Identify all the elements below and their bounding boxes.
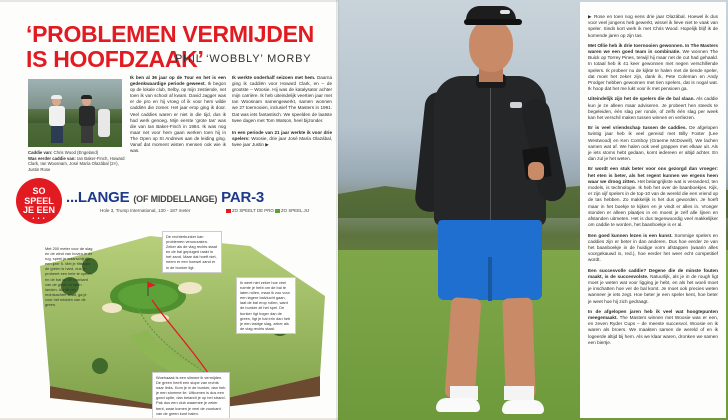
paragraph: Een goed kunnen lezen is een kunst. Sommige spelers en caddies zijn er beter in dan anderen. Dus hoe eerder ze van het baanboekje in de huidige vorm afstappen (waarin alles voorgekauwd is, red.), hoe eerder het weer echt competitief wordt. bbox=[588, 232, 718, 263]
legend-pro: ZO SPEELT DE PRO bbox=[226, 208, 274, 213]
paragraph: Er wordt een stuk beter voor ons gezorgd dan vroeger: het eten is beter, als het regent kunnen we ergens heen waar we droog zitten. Het belangrijkste wat is veranderd, ten models, is technologie. Ik heb het over de baanboekjes. Kijk, er zijn vijf spelers in de top-10 van de wereld die een vriend op de tas hebben. Zo makkelijk is het dus geworden. Je hoeft maar in het boekje te kijken en je vindt er alles in. Vroeger stonden er alleen plaatjes in en moest je zelf alle lijnen en afstanden uitmeten. Het is dus tegenwoordig veel makkelijker om caddie te worden, het baanboekje is er al. bbox=[588, 166, 719, 228]
article-column-2 bbox=[232, 75, 332, 148]
left-bunker bbox=[102, 303, 122, 313]
column-2-lead2: In een periode van 21 jaar werkte ik voor drie spelers: bbox=[232, 129, 332, 141]
spine-shadow bbox=[336, 0, 340, 420]
callout-right-bunker: De rechterbunker kan problemen veroorzaken. Zeker als de vlag rechts staat en de bal gepluged raakt in het zand. Maar dat hoeft niet, neem er een hoewel zand er in de bunker ligt. bbox=[162, 231, 222, 273]
golfer-figure bbox=[48, 97, 66, 143]
left-page bbox=[0, 2, 352, 418]
column-2-lead: Ik werkte onderhalf seizoen met hem. bbox=[232, 75, 316, 80]
legend-jij: ZO SPEEL JIJ bbox=[275, 208, 309, 213]
byline: PHIL ‘WOBBLY’ MORBY bbox=[175, 53, 312, 65]
golf-shoe bbox=[502, 400, 544, 414]
caddie-figure bbox=[78, 97, 96, 143]
paragraph: Een succesvolle caddie? Degene die de minste fouten maakt, is de succesvolste. Natuurlijk, als je in de rough ligt moet je weten wat voor ligging je hebt, en als het woeli moet je inschatten hoe ver de bal komt. Je moet ook precies weten wanneer je iets zegt. Hoe beter je een speler kent, hoe beter je weet hoe hij zich gedraagt. bbox=[588, 267, 718, 304]
paragraph: In de afgelopen jaren heb ik veel wat hoogtepunten meegemaakt. The Masters winnen met Woosie was er een, en zeven Ryder Cups – de meeste succesvol. Woosie en ik waren als broers. We maakten samen de wereld of en ik logeerde altijd bij hem. Als we klaar waren, dronken we samen een biertje. bbox=[588, 308, 718, 345]
cap-logo bbox=[500, 10, 510, 14]
so-speel-je-een-badge: SO SPEEL JE EEN • • • bbox=[16, 178, 62, 224]
section-title: ...LANGE (OF MIDDELLANGE) PAR-3 bbox=[66, 189, 265, 206]
paragraph: ▶ Rose en toen nog eens drie jaar Olazábal. Hoewel ik dus voor veel jongens heb gewerkt, wissel ik lieve niet te vaak van speler. Sinds kort werk ik met Chris Wood. Hopelijk blijf ik de komende jaren op zijn tas. bbox=[588, 14, 718, 38]
paragraph: Met Ollie heb ik drie toernooien gewonnen. In The Masters waren we een goed team in combinatie. We wonnen The Buick op Torrey Pines, terwijl hij maar net de cut had gehaald. In totaal heb ik 41 keer gewonnen met negen verschillende spelers. Ik probeer nu de kijkte te halen met de tiende speler, dat moet het zeker zijn, dank ik, Pete Coleman en Andy Prodger hebben gewonnen met tien spelers, dat is nogal wat. Ik hoop dat het me lukt voor ik met pensioen ga. bbox=[588, 42, 718, 92]
callout-ball-flight: Ik weet niet zeker hoe veel ruimte je hebt om de bal te laten rollen, maar ik zou voor een lagere balvlucht gaan, laat de bal erop rollen, want de bunker zit het spel. De bunker ligt hoger dan de green, ligt je bal erin dan heb je een lastige slag, zeker als de vlag rechts staat. bbox=[236, 277, 296, 334]
right-bunker bbox=[178, 282, 202, 294]
caddie-portrait bbox=[406, 2, 576, 420]
golf-shoe bbox=[436, 398, 480, 412]
right-text-column bbox=[580, 2, 726, 418]
article-column-1 bbox=[130, 75, 226, 154]
column-1-body: Ik begon op de lokale club, Selby, op mijn zestiende, net toen ik van school af kwam. David Jagger was er de pro en hij vroeg of ik voor hem wilde caddiën die zomer. Het jaar erop ging ik door. Veel caddies waren er niet in die tijd, dus ik had werk genoeg. Mijn eerste ‘grote tas’ was die van Ian Baker-Finch in 1984. Ik was nog maar net voor hem gaan werken toen hij in The Open op St Andrews aan de leiding ging. Vanaf dat moment wisten mensen ook wie ik was. bbox=[130, 81, 227, 154]
pro-legend-swatch bbox=[226, 209, 231, 213]
golf-bag bbox=[98, 109, 110, 137]
jacket-logo bbox=[510, 102, 522, 108]
hole-subtitle: Hole 3, Trump International, 130 - 187 meter bbox=[100, 208, 191, 213]
callout-green-slope: Woehaaak is een slimme ik vermijden. De green heeft een slope van rechts naar links. Kom je in de bunker, dan heb je een stomme lie. Uitkomen is dus een goed optie, dan belandt je op het strand. Pak dus een club waarmee je zeker bent, waar komen je veel de voorkant van de green kunt halen. bbox=[152, 372, 230, 418]
paragraph: Uiteindelijk zijn het de spelers die de bal slaan. Als caddie kun je ze alleen maar adviseren. Je probeert hen steeds te begeleiden, één slag per ronde, of zelfs één slag per week kan het verschil maken tussen winnen en verliezen. bbox=[588, 96, 718, 121]
column-1-lead: Ik ben al 36 jaar op de Tour en het is een gedenkwaardige periode geweest. bbox=[130, 75, 226, 87]
column-2-body2: Woosie, drie jaar José María Olazábal, twee jaar Justin ▶ bbox=[232, 135, 332, 148]
callout-tee-shot: Met 200 meter voor de slag en de wind van boven in de rug, speel je waarschijnlijk een ijzer 5. Met je flitsaqfit, de green is hard, dus je probeert een hele te spelen en de bal op de voorkant van de green te laten landen. Als de pin rechtsachter staat, ga je voor het midden van de green. bbox=[45, 246, 93, 308]
photo-caption: Caddie van: Chris Wood (Engeland) Was eerder caddie van: Ian Baker-Finch, Howard Clark, Ian Woosnam, José María Olazábal (2×), Justin Rose bbox=[28, 150, 125, 172]
jij-legend-swatch bbox=[275, 209, 280, 213]
face bbox=[469, 20, 513, 72]
front-bunker bbox=[151, 314, 169, 322]
headline: ‘PROBLEMEN VERMIJDEN IS HOOFDZAAK’ bbox=[26, 21, 314, 72]
paragraph: Er is veel vriendschap tussen de caddies. De afgelopen twintig jaar heb ik veel gereisd met Billy Foster (Lee Westwood) en Ken Comboy (Graeme McDowell). We lachen samen wat af. We halen ook veel grappen met elkaar uit. Als je iets stoms hebt gedaan, komt iedereen er altijd achter. En dan zul je het weten. bbox=[588, 125, 718, 162]
caddie-photo bbox=[28, 79, 122, 147]
column-2-body: Daarna ging ik caddiën voor Howard Clark, en – de grootste – Woosie. Hij was de katalysator achter mijn carrière. Ik heb uiteindelijk veertien jaar met Ian Woosnam samengewerkt, samen wonnen we 27 toernooien, inclusief The Masters in 1991. Dat was iets fantastisch. We speelden de laatste twee dagen met Tom Watson, heel bijzonder. bbox=[232, 75, 333, 123]
